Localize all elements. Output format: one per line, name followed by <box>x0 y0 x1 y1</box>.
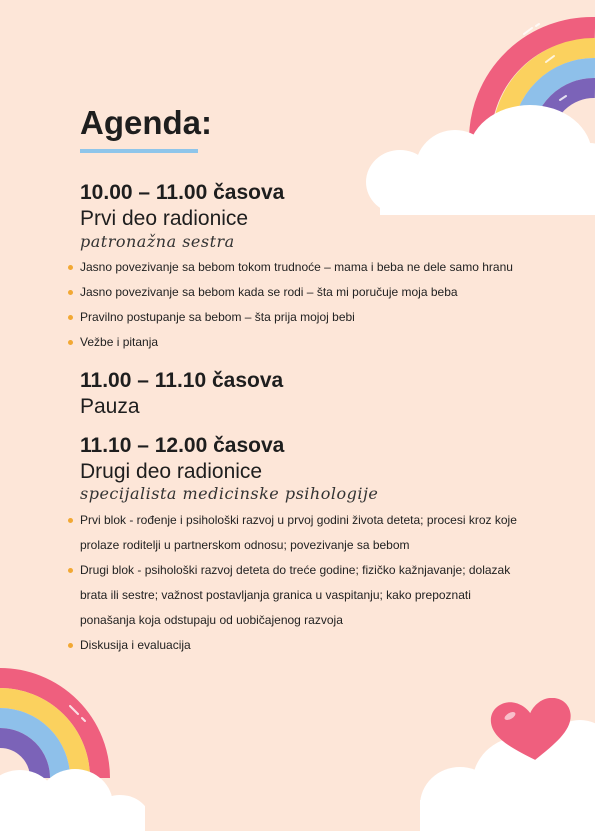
list-item <box>68 508 528 558</box>
block-points <box>68 508 528 658</box>
page-title: Agenda: <box>80 104 212 141</box>
block-points <box>68 255 528 355</box>
cloud-icon <box>0 760 145 831</box>
list-item-text: Vežbe i pitanja <box>80 334 159 349</box>
block-session: Pauza <box>80 394 140 418</box>
bullet-icon <box>68 568 73 573</box>
list-item <box>68 633 528 658</box>
block-role: patronažna sestra <box>80 231 235 251</box>
bullet-icon <box>68 340 73 345</box>
bullet-icon <box>68 643 73 648</box>
list-item <box>68 330 528 355</box>
block-session: Drugi deo radionice <box>80 460 263 484</box>
heart-icon <box>490 698 574 762</box>
list-item <box>68 558 528 633</box>
agenda-block-1 <box>80 181 540 354</box>
list-item-text: Pravilno postupanje sa bebom – šta prija mojoj bebi <box>80 309 355 324</box>
list-item <box>68 255 528 280</box>
list-item-text: Diskusija i evaluacija <box>80 637 191 652</box>
list-item <box>68 280 528 305</box>
bullet-icon <box>68 518 73 523</box>
block-role: specijalista medicinske psihologije <box>80 484 379 504</box>
block-time: 11.10 – 12.00 časova <box>80 434 285 458</box>
list-item-text: Jasno povezivanje sa bebom kada se rodi – šta mi poručuje moja beba <box>80 284 458 299</box>
list-item-text: Drugi blok - psihološki razvoj deteta do treće godine; fizičko kažnjavanje; dolazak brata ili sestre; važnost postavljanja granica u vaspitanju; kako prepoznati ponašanja koja odstupaju od uobičajenog razvoja <box>80 562 511 627</box>
agenda-block-3 <box>80 434 540 657</box>
list-item-text: Jasno povezivanje sa bebom tokom trudnoće – mama i beba ne dele samo hranu <box>80 259 513 274</box>
block-time: 10.00 – 11.00 časova <box>80 181 285 205</box>
block-session: Prvi deo radionice <box>80 207 249 231</box>
bullet-icon <box>68 315 73 320</box>
agenda-content <box>80 105 540 658</box>
bullet-icon <box>68 290 73 295</box>
bullet-icon <box>68 265 73 270</box>
agenda-block-2 <box>80 369 540 419</box>
list-item <box>68 305 528 330</box>
list-item-text: Prvi blok - rođenje i psihološki razvoj u prvoj godini života deteta; procesi kroz koje prolaze roditelji u partnerskom odnosu; povezivanje sa bebom <box>80 512 517 552</box>
title-underline <box>80 149 198 153</box>
block-time: 11.00 – 11.10 časova <box>80 368 284 392</box>
